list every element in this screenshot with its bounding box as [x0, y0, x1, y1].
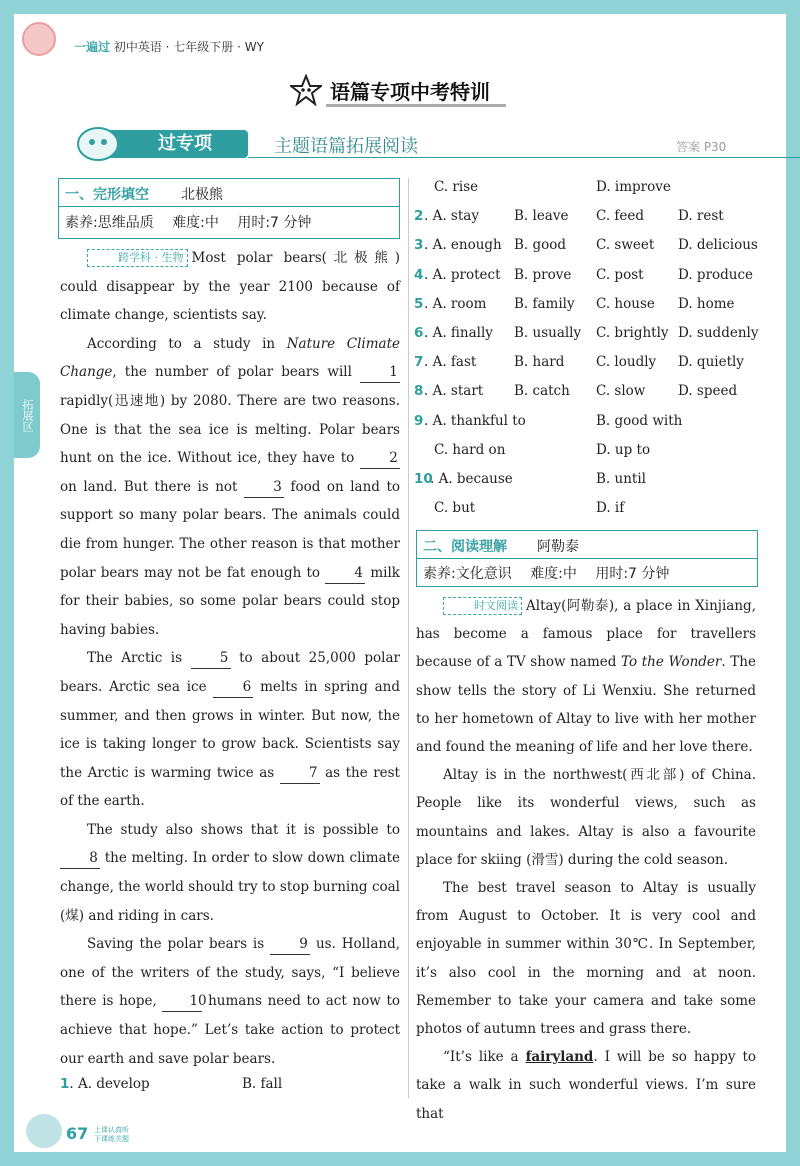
option-c[interactable]: B. good with — [596, 412, 683, 429]
paragraph-text: food on land to support so many polar bears. The animals could die from hunger. The other reason is that mother polar bears may not be fat enough to — [60, 478, 401, 581]
option-a[interactable]: . A. develop — [69, 1076, 150, 1092]
option-c[interactable]: C. sweet — [596, 237, 655, 254]
section-cloze-header — [58, 178, 400, 239]
reading-passage — [416, 592, 756, 1128]
section-meta: 素养:思维品质 难度:中 用时:7 分钟 — [65, 215, 312, 231]
paragraph-text: “It’s like a — [443, 1049, 526, 1066]
option-a[interactable]: C. rise — [434, 179, 479, 195]
option-row — [414, 262, 790, 291]
question-number: 8 — [414, 383, 424, 400]
page-number: 67 — [66, 1124, 89, 1143]
option-c[interactable]: B. until — [596, 470, 646, 487]
footer-note: 上课认真听 下课练关题 — [94, 1126, 129, 1143]
option-d[interactable]: D. delicious — [678, 237, 758, 254]
mascot-icon — [70, 122, 126, 162]
show-title: To the Wonder — [621, 654, 722, 671]
banner-subtitle: 主题语篇拓展阅读 — [274, 136, 418, 157]
section-title-row — [59, 179, 399, 207]
option-a[interactable]: . A. finally — [424, 324, 493, 341]
paragraph-text: rapidly(迅速地) by 2080. There are two reasons. One is that the sea ice is melting. Polar bears hunt on the ice. Without ice, they have to — [60, 392, 400, 467]
section-meta: 素养:文化意识 难度:中 用时:7 分钟 — [423, 566, 670, 582]
option-a[interactable]: . A. stay — [424, 208, 479, 225]
option-row — [414, 378, 790, 407]
paragraph — [60, 330, 400, 645]
option-c[interactable]: C. house — [596, 295, 655, 312]
question-number: 2 — [414, 208, 424, 225]
option-c[interactable]: C. post — [596, 266, 644, 283]
blank-8[interactable]: 8 — [60, 848, 100, 869]
option-a[interactable]: . A. fast — [424, 354, 477, 371]
option-a[interactable]: . A. because — [430, 470, 513, 487]
option-row — [414, 232, 790, 261]
paragraph — [416, 592, 756, 761]
section-topic: 阿勒泰 — [537, 539, 579, 555]
option-c[interactable]: C. slow — [596, 383, 646, 400]
paragraph-text: to about 25,000 polar bears. Arctic sea ice — [60, 650, 400, 695]
book-info: 初中英语 · 七年级下册 · WY — [113, 40, 264, 54]
brand-name: 一遍过 — [74, 40, 111, 54]
column-divider — [408, 178, 409, 1098]
section-reading-header — [416, 530, 758, 587]
paragraph — [60, 244, 400, 330]
banner-pill: 过专项 — [100, 130, 248, 158]
question-number: 7 — [414, 354, 424, 371]
paragraph-text: . The show tells the story of Li Wenxiu. She returned to her hometown of Altay to live with her mother and found the meaning of life and her love there. — [416, 654, 756, 756]
option-a[interactable]: . A. start — [424, 383, 484, 400]
paragraph — [416, 1043, 756, 1128]
option-c[interactable]: D. improve — [596, 179, 671, 195]
paragraph-text: humans need to act now to achieve that hope.” Let’s take action to protect our earth and save polar bears. — [60, 993, 400, 1067]
option-row — [414, 466, 790, 495]
page-header — [22, 26, 402, 66]
option-row — [414, 203, 790, 232]
page-border-left — [0, 0, 14, 1166]
paragraph-text: us. Holland, one of the writers of the study, says, “I believe there is hope, — [60, 936, 400, 1010]
paragraph-text: The study also shows that it is possible to — [87, 821, 400, 838]
option-d[interactable]: D. quietly — [678, 354, 744, 371]
paragraph-text: . I will be so happy to take a walk in such wonderful views. I’m sure that — [416, 1049, 757, 1122]
title-underline — [326, 104, 506, 107]
paragraph — [60, 930, 400, 1073]
question-number: 5 — [414, 295, 424, 312]
side-tab: 拓展区 — [14, 372, 40, 458]
option-c[interactable]: C. brightly — [596, 324, 669, 341]
option-d[interactable]: D. speed — [678, 383, 738, 400]
star-icon — [290, 74, 322, 106]
option-a[interactable]: C. but — [434, 500, 476, 517]
question-number: 1 — [60, 1076, 70, 1092]
paragraph: The best travel season to Altay is usually from August to October. It is very cool and enjoyable in summer within 30℃. In September, it’s also cool in the morning and at noon. Remember to take your camera and take some photos of autumn trees and grass there. — [416, 880, 756, 1038]
option-c[interactable]: D. if — [596, 500, 625, 517]
subject-tag: 跨学科 · 生物 — [87, 249, 188, 267]
option-a[interactable]: . A. protect — [424, 266, 501, 283]
section-title-row — [417, 531, 757, 559]
option-a[interactable]: . A. enough — [424, 237, 502, 254]
question-1-options — [60, 1076, 400, 1092]
question-number: 4 — [414, 266, 424, 283]
paragraph-text: Altay(阿勒泰), a place in Xinjiang, has become a famous place for travellers because of a TV show named — [416, 598, 756, 671]
paragraph-text: milk for their babies, so some polar bears could stop having babies. — [60, 564, 400, 638]
paragraph-text: melts in spring and summer, and then grows in winter. But now, the ice is taking longer to grow back. Scientists say the Arctic is warming twice as — [60, 678, 400, 781]
paragraph-text: on land. But there is not — [60, 478, 244, 495]
option-a[interactable]: . A. thankful to — [424, 412, 526, 429]
option-row — [414, 320, 790, 349]
blank-7[interactable]: 7 — [280, 763, 320, 784]
paragraph-text: the melting. In order to slow down climate change, the world should try to stop burning coal (煤) and riding in cars. — [60, 850, 400, 924]
option-b[interactable]: B. leave — [514, 208, 569, 225]
option-row — [414, 437, 790, 466]
option-b[interactable]: B. prove — [514, 266, 572, 283]
cloze-options — [414, 174, 790, 524]
section-label: 一、完形填空 — [65, 187, 149, 203]
option-c[interactable]: D. up to — [596, 441, 651, 458]
blank-9[interactable]: 9 — [270, 934, 310, 955]
paragraph-text: , the number of polar bears will — [112, 364, 360, 381]
cloze-passage — [60, 244, 400, 1073]
paragraph — [60, 644, 400, 816]
blank-3[interactable]: 3 — [244, 477, 284, 498]
footer-mascot-icon — [26, 1114, 62, 1148]
question-number: 9 — [414, 412, 424, 429]
paragraph-text: Most polar bears(北极熊) could disappear by the year 2100 because of climate change, scientists say. — [60, 250, 400, 324]
page-border-bottom — [0, 1152, 800, 1166]
option-c[interactable]: C. loudly — [596, 354, 657, 371]
option-d[interactable]: D. home — [678, 295, 735, 312]
page-title-block — [290, 72, 530, 108]
option-b[interactable]: B. usually — [514, 324, 582, 341]
option-b[interactable]: B. family — [514, 295, 575, 312]
option-row — [414, 349, 790, 378]
paragraph-text: Saving the polar bears is — [87, 936, 271, 953]
option-b[interactable]: B. good — [514, 237, 567, 254]
question-number: 10 — [414, 470, 433, 487]
section-label: 二、阅读理解 — [423, 539, 507, 555]
option-c[interactable]: C. feed — [596, 208, 645, 225]
option-d[interactable]: D. produce — [678, 266, 754, 283]
key-word[interactable]: fairyland — [525, 1049, 594, 1066]
paragraph — [60, 816, 400, 930]
blank-1[interactable]: 1 — [360, 362, 400, 383]
section-banner — [56, 130, 756, 160]
paragraph: Altay is in the northwest(西北部) of China. People like its wonderful views, such as mountains and lakes. Altay is also a favourite place for skiing (滑雪) during the cold season. — [416, 767, 756, 868]
answer-reference: 答案 P30 — [676, 140, 727, 154]
blank-6[interactable]: 6 — [213, 677, 253, 698]
blank-2[interactable]: 2 — [360, 448, 400, 469]
paragraph-text: The Arctic is — [87, 650, 191, 667]
option-a[interactable]: . A. room — [424, 295, 487, 312]
option-d[interactable]: D. rest — [678, 208, 724, 225]
option-b[interactable]: B. fall — [242, 1076, 283, 1092]
blank-10[interactable]: 10 — [162, 991, 202, 1012]
option-d[interactable]: D. suddenly — [678, 324, 759, 341]
option-row — [414, 408, 790, 437]
option-row — [414, 495, 790, 524]
option-row — [414, 174, 790, 203]
option-b[interactable]: B. catch — [514, 383, 570, 400]
mascot-logo-icon — [22, 22, 56, 56]
current-reading-tag: 时文阅读 — [443, 597, 522, 615]
paragraph-text: According to a study in — [87, 335, 287, 352]
option-a[interactable]: C. hard on — [434, 441, 506, 458]
page-border-top — [0, 0, 800, 14]
paragraph-text: as the rest of the earth. — [60, 764, 400, 810]
banner-rule — [248, 157, 800, 158]
option-row — [414, 291, 790, 320]
question-number: 6 — [414, 324, 424, 341]
journal-name: Nature Climate Change — [60, 335, 400, 381]
header-text — [74, 38, 264, 55]
question-number: 3 — [414, 237, 424, 254]
section-topic: 北极熊 — [181, 187, 223, 203]
page-title: 语篇专项中考特训 — [330, 80, 490, 104]
blank-5[interactable]: 5 — [191, 648, 231, 669]
blank-4[interactable]: 4 — [325, 563, 365, 584]
option-b[interactable]: B. hard — [514, 354, 565, 371]
